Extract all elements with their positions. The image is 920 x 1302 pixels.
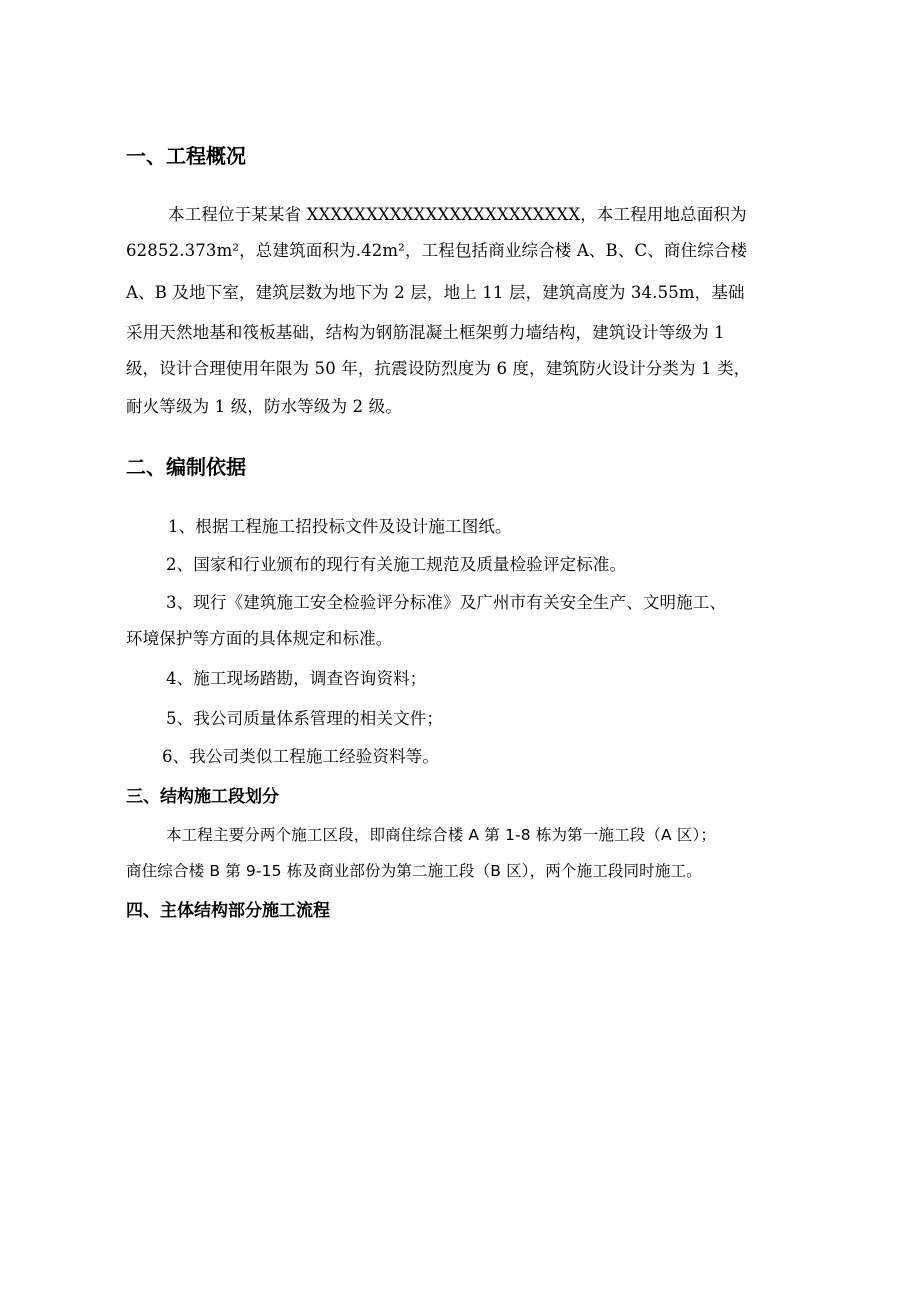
section2-item-1: 1、根据工程施工招投标文件及设计施工图纸。 [168, 517, 512, 536]
section3-line-1: 本工程主要分两个施工区段，即商住综合楼 A 第 1-8 栋为第一施工段（A 区）； [166, 826, 717, 844]
section2-item-5: 5、我公司质量体系管理的相关文件； [166, 709, 444, 728]
section2-item-4: 4、施工现场踏勘，调查咨询资料； [166, 669, 427, 688]
section2-item-3: 3、现行《建筑施工安全检验评分标准》及广州市有关安全生产、文明施工、 [166, 593, 727, 612]
section1-line-2: 62852.373m²，总建筑面积为.42m²，工程包括商业综合楼 A、B、C、商住综合楼 [126, 241, 748, 260]
section2-title: 二、编制依据 [126, 455, 246, 479]
section3-title: 三、结构施工段划分 [126, 787, 279, 807]
section1-line-1: 本工程位于某某省 XXXXXXXXXXXXXXXXXXXXXXX，本工程用地总面积为 [168, 205, 747, 224]
section4-title: 四、主体结构部分施工流程 [126, 901, 330, 921]
section1-line-3: A、B 及地下室，建筑层数为地下为 2 层，地上 11 层，建筑高度为 34.55m，基础 [126, 283, 745, 302]
section2-item-2: 2、国家和行业颁布的现行有关施工规范及质量检验评定标准。 [166, 555, 627, 574]
section1-line-6: 耐火等级为 1 级，防水等级为 2 级。 [126, 397, 402, 416]
section1-title: 一、工程概况 [126, 144, 246, 168]
section3-line-2: 商住综合楼 B 第 9-15 栋及商业部份为第二施工段（B 区），两个施工段同时施工。 [126, 862, 702, 880]
section2-item-3-cont: 环境保护等方面的具体规定和标准。 [126, 629, 393, 648]
section1-line-5: 级，设计合理使用年限为 50 年，抗震设防烈度为 6 度，建筑防火设计分类为 1 类， [126, 359, 751, 378]
section1-line-4: 采用天然地基和筏板基础，结构为钢筋混凝土框架剪力墙结构，建筑设计等级为 1 [126, 323, 725, 342]
section2-item-6: 6、我公司类似工程施工经验资料等。 [162, 747, 440, 766]
